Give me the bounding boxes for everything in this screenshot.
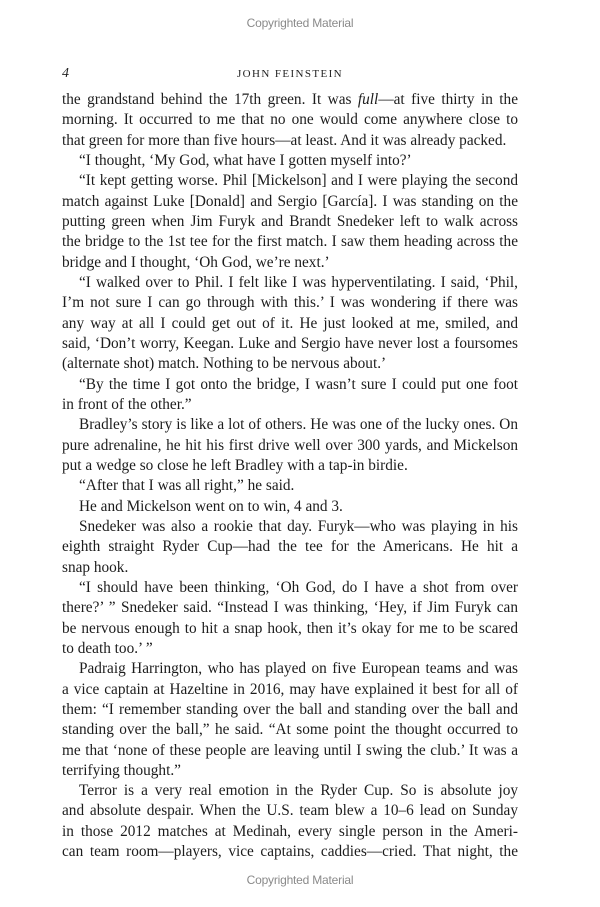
text-line: bridge and I thought, ‘Oh God, we’re next.’ xyxy=(62,253,330,271)
author-name: JOHN FEINSTEIN xyxy=(236,68,344,80)
paragraph xyxy=(62,497,518,517)
text-line: there?’ ” Snedeker said. “Instead I was thinking, ‘Hey, if Jim Furyk can xyxy=(62,599,518,617)
text-line: Snedeker was also a rookie that day. Furyk—who was playing in his xyxy=(79,517,518,535)
text-line: put a wedge so close he left Bradley with a tap-in birdie. xyxy=(62,456,408,474)
text-line: a vice captain at Hazeltine in 2016, may have explained it best for all of xyxy=(62,680,518,698)
paragraph xyxy=(62,90,518,151)
text-line: “It kept getting worse. Phil [Mickelson] and I were playing the second xyxy=(79,172,518,190)
text-segment: —at five thirty in the xyxy=(378,91,518,108)
text-line: “I thought, ‘My God, what have I gotten myself into?’ xyxy=(79,151,412,169)
paragraph xyxy=(62,151,518,171)
paragraph xyxy=(62,415,518,476)
paragraph xyxy=(62,517,518,578)
italic-emphasis: full xyxy=(357,91,379,108)
text-line: Bradley’s story is like a lot of others. He was one of the lucky ones. On xyxy=(79,416,518,434)
text-line: them: “I remember standing over the ball and standing over the ball and xyxy=(62,700,518,718)
text-line: in those 2012 matches at Medinah, every single person in the Ameri- xyxy=(62,822,518,840)
text-line: to death too.’ ” xyxy=(62,639,153,657)
paragraph xyxy=(62,578,518,659)
text-line: terrifying thought.” xyxy=(62,761,181,779)
text-line xyxy=(62,90,518,110)
text-line: eighth straight Ryder Cup—had the tee for the Americans. He hit a xyxy=(62,538,518,556)
paragraph xyxy=(62,659,518,781)
text-line: He and Mickelson went on to win, 4 and 3. xyxy=(79,497,343,515)
running-head xyxy=(62,66,518,86)
paragraph xyxy=(62,375,518,416)
text-line: “I should have been thinking, ‘Oh God, do I have a shot from over xyxy=(79,578,518,596)
page-number: 4 xyxy=(62,66,69,81)
text-line: and absolute despair. When the U.S. team blew a 10–6 lead on Sunday xyxy=(62,802,518,820)
text-line: “By the time I got onto the bridge, I wasn’t sure I could put one foot xyxy=(79,375,518,393)
body-text xyxy=(62,90,518,862)
text-line: said, ‘Don’t worry, Keegan. Luke and Sergio have never lost a foursomes xyxy=(62,334,518,352)
text-line: any way at all I could get out of it. He just looked at me, smiled, and xyxy=(62,314,518,332)
text-line: standing over the ball,” he said. “At some point the thought occurred to xyxy=(62,721,518,739)
text-line: that green for more than five hours—at least. And it was already packed. xyxy=(62,131,507,149)
copyright-watermark-top: Copyrighted Material xyxy=(246,16,354,30)
text-line: the bridge to the 1st tee for the first match. I saw them heading across the xyxy=(62,233,518,251)
text-line: putting green when Jim Furyk and Brandt Snedeker left to walk across xyxy=(62,212,518,230)
text-line: morning. It occurred to me that no one would come anywhere close to xyxy=(62,111,518,129)
text-line: “After that I was all right,” he said. xyxy=(79,477,295,495)
paragraph xyxy=(62,476,518,496)
text-line: me that ‘none of these people are leaving until I swing the club.’ It was a xyxy=(62,741,518,759)
text-line: can team room—players, vice captains, caddies—cried. That night, the xyxy=(62,843,518,861)
paragraph xyxy=(62,781,518,862)
paragraph xyxy=(62,273,518,375)
text-segment: the grandstand behind the 17th green. It was xyxy=(62,91,358,108)
text-line: (alternate shot) match. Nothing to be nervous about.’ xyxy=(62,355,387,373)
text-line: pure adrenaline, he hit his first drive well over 300 yards, and Mickelson xyxy=(62,436,518,454)
text-line: “I walked over to Phil. I felt like I was hyperventilating. I said, ‘Phil, xyxy=(79,273,518,291)
text-line: Padraig Harrington, who has played on five European teams and was xyxy=(79,660,518,678)
copyright-watermark-bottom: Copyrighted Material xyxy=(246,873,354,887)
paragraph xyxy=(62,171,518,273)
text-line: in front of the other.” xyxy=(62,395,192,413)
text-line: Terror is a very real emotion in the Ryder Cup. So is absolute joy xyxy=(79,782,518,800)
text-line: match against Luke [Donald] and Sergio [García]. I was standing on the xyxy=(62,192,518,210)
text-line: be nervous enough to hit a snap hook, then it’s okay for me to be scared xyxy=(62,619,518,637)
text-line: snap hook. xyxy=(62,558,129,576)
text-line: I’m not sure I can go through with this.’ I was wondering if there was xyxy=(62,294,518,312)
